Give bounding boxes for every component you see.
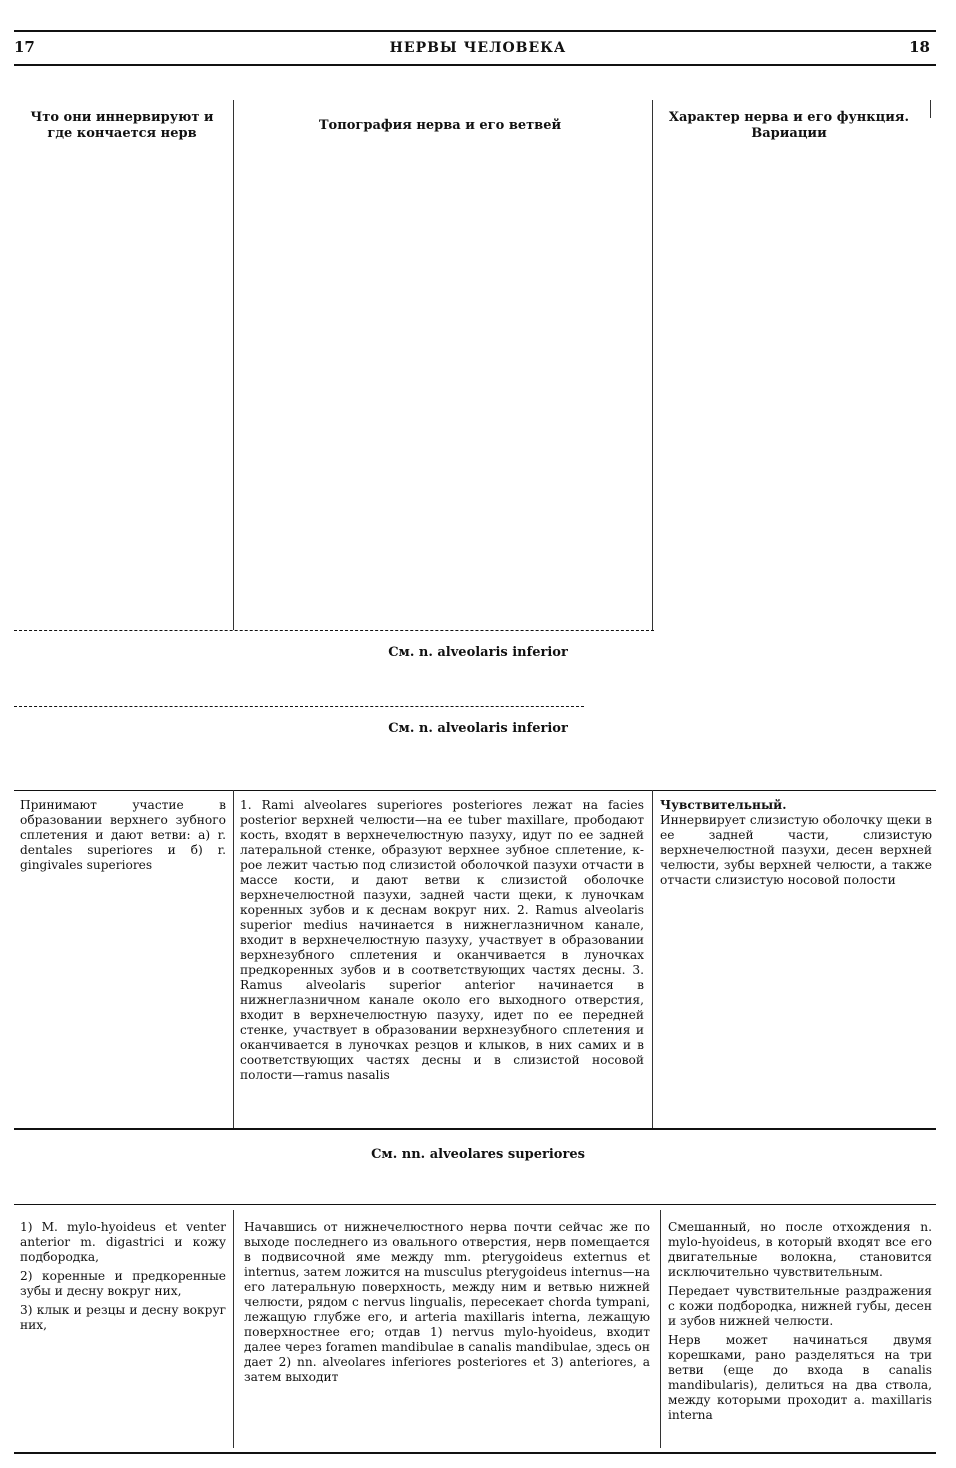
see-reference: См. n. alveolaris inferior bbox=[388, 721, 568, 736]
column-divider bbox=[652, 100, 653, 630]
column-divider bbox=[233, 790, 234, 1128]
page-number-left: 17 bbox=[14, 38, 35, 56]
row-rule bbox=[14, 1204, 936, 1205]
character-text: Смешанный, но после отхождения n. mylo-hyoideus, в который входят все его двигательные волокна, становится исключительно чувствительным. bbox=[668, 1220, 932, 1279]
column-heading-innervation: Что они иннервируют и где кончается нерв bbox=[30, 110, 214, 141]
see-reference: См. n. alveolaris inferior bbox=[388, 645, 568, 660]
page-title: НЕРВЫ ЧЕЛОВЕКА bbox=[389, 40, 567, 56]
column-heading-character: Характер нерва и его функция. Вариации bbox=[668, 110, 910, 141]
character-cell bbox=[660, 798, 932, 888]
column-divider bbox=[660, 1210, 661, 1448]
see-reference: См. nn. alveolares superiores bbox=[371, 1147, 585, 1162]
innervation-item: 3) клык и резцы и десну вокруг них, bbox=[20, 1303, 226, 1332]
innervation-cell: Принимают участие в образовании верхнего зубного сплетения и дают ветви: а) r. dentales superiores и б) r. gingivales superiores bbox=[20, 798, 226, 872]
innervation-cell bbox=[20, 1220, 226, 1337]
topography-cell: Начавшись от нижнечелюстного нерва почти сейчас же по выходе последнего из овального отверстия, нерв помещается в подвисочной яме между mm. pterygoideus externus et internus, затем ложится на musculus pterygoideus internus—на его латеральную поверхность, между ним и ветвью нижней челюсти, рядом с nervus lingualis, пересекает chorda tympani, лежащую глубже его, и arteria maxillaris interna, лежащую поверхностнее его; отдав 1) nervus mylo-hyoideus, входит далее через foramen mandibulae в canalis mandibulae, здесь он дает 2) nn. alveolares inferiores posteriores et 3) anteriores, а затем выходит bbox=[244, 1220, 650, 1384]
row-rule bbox=[14, 790, 936, 791]
section-rule bbox=[14, 630, 654, 631]
column-heading-topography: Топография нерва и его ветвей bbox=[318, 118, 562, 133]
innervation-item: 2) коренные и предкоренные зубы и десну вокруг них, bbox=[20, 1269, 226, 1298]
character-title: Чувствительный. bbox=[660, 798, 787, 812]
header-rule bbox=[14, 64, 936, 66]
column-divider bbox=[233, 1210, 234, 1448]
character-text: Нерв может начинаться двумя корешками, рано разделяться на три ветви (еще до входа в canalis mandibularis), делиться на два ствола, между которыми проходит а. maxillaris interna bbox=[668, 1333, 932, 1422]
topography-cell: 1. Rami alveolares superiores posteriores лежат на facies posterior верхней челюсти—на ее tuber maxillare, прободают кость, входят в верхнечелюстную пазуху, идут по ее задней латеральной стенке, образуют верхнее зубное сплетение, к-рое лежит частью под слизистой оболочкой пазухи отчасти в массе кости, и дают ветви к слизистой оболочке верхнечелюстной пазухи, задней части щеки, к луночкам коренных зубов и к деснам вокруг них. 2. Ramus alveolaris superior medius начинается в нижнеглазничном канале, входит в верхнечелюстную пазуху, участвует в образовании верхнезубного сплетения и оканчивается в луночках предкоренных зубов и в соответствующих частях десны. 3. Ramus alveolaris superior anterior начинается в нижнеглазничном канале около его выходного отверстия, входит в верхнечелюстную пазуху, идет по ее передней стенке, участвует в образовании верхнезубного сплетения и оканчивается в луночках резцов и клыков, в них самих и в соответствующих частях десны и в слизистой носовой полости—ramus nasalis bbox=[240, 798, 644, 1082]
bottom-rule bbox=[14, 1452, 936, 1454]
character-cell bbox=[668, 1220, 932, 1427]
section-rule bbox=[14, 706, 584, 707]
column-divider bbox=[233, 100, 234, 630]
character-text: Иннервирует слизистую оболочку щеки в ее задней части, слизистую верхнечелюстной пазухи, десен верхней челюсти, зубы верхней челюсти, а также отчасти слизистую носовой полости bbox=[660, 813, 932, 887]
top-rule bbox=[14, 30, 936, 32]
row-rule bbox=[14, 1128, 936, 1130]
character-text: Передает чувствительные раздражения с кожи подбородка, нижней губы, десен и зубов нижней челюсти. bbox=[668, 1284, 932, 1328]
column-divider bbox=[930, 100, 931, 118]
page-number-right: 18 bbox=[909, 38, 930, 56]
column-divider bbox=[652, 790, 653, 1128]
innervation-item: 1) M. mylo-hyoideus et venter anterior m. digastrici и кожу подбородка, bbox=[20, 1220, 226, 1264]
